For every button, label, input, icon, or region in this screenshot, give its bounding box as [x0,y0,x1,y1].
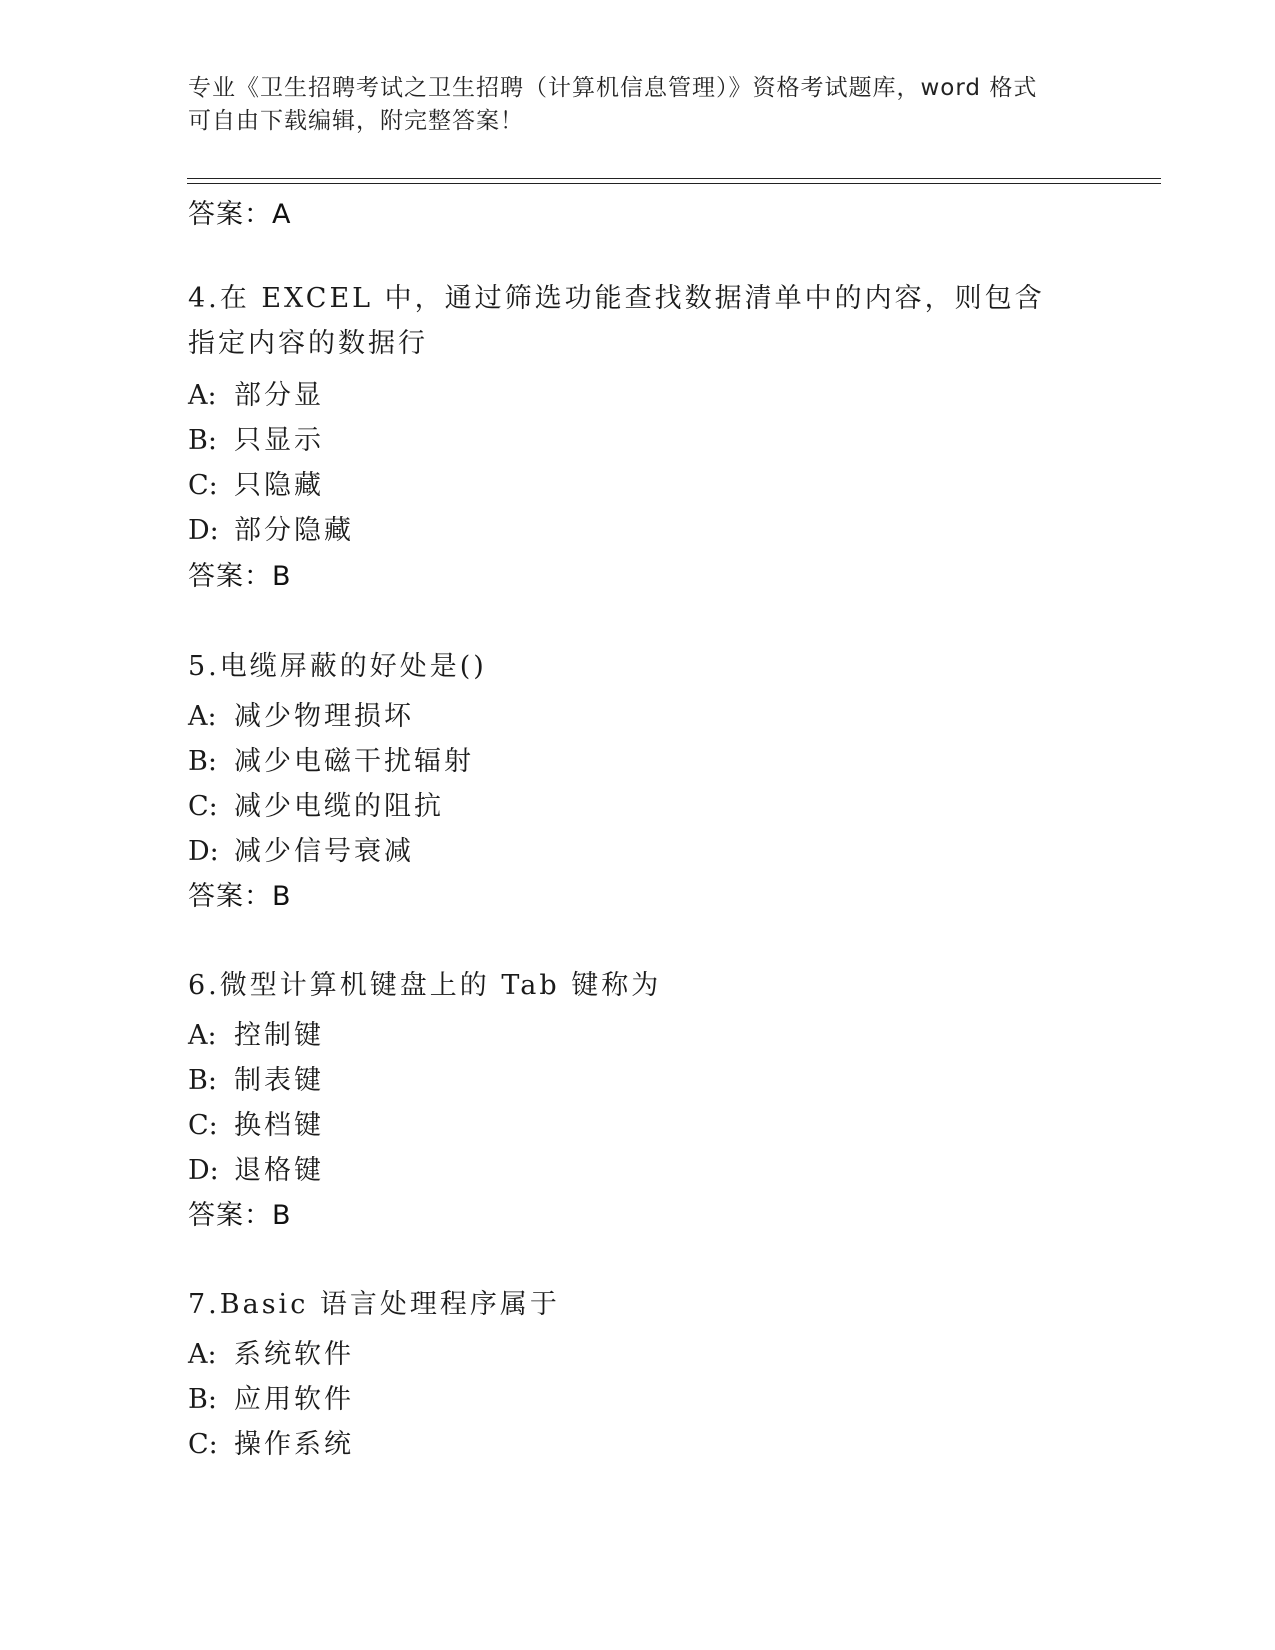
option-text: 减少物理损坏 [234,701,414,732]
option-text: 部分隐藏 [234,515,354,546]
option-label: B: [188,1065,217,1096]
option-label: C: [188,791,218,822]
header-line-2: 可自由下载编辑，附完整答案！ [188,108,524,134]
option-text: 只隐藏 [234,470,324,501]
option-a [188,373,324,412]
option-text: 只显示 [234,425,324,456]
option-d [188,829,414,868]
option-text: 减少电缆的阻抗 [234,791,444,822]
option-b [188,739,474,778]
option-a [188,1013,324,1052]
option-label: D: [188,1155,219,1186]
header-rule-top [187,178,1161,179]
option-d [188,508,354,547]
option-label: A: [188,1339,217,1370]
option-label: B: [188,1384,217,1415]
option-c [188,1422,354,1461]
answer-label: 答案：B [188,561,292,592]
option-c [188,1103,324,1142]
option-label: D: [188,836,219,867]
option-a [188,1332,354,1371]
option-text: 退格键 [234,1155,324,1186]
option-label: C: [188,1110,218,1141]
option-label: B: [188,425,217,456]
option-label: B: [188,746,217,777]
option-a [188,694,414,733]
option-b [188,1377,354,1416]
option-b [188,418,324,457]
option-text: 应用软件 [234,1384,354,1415]
option-label: D: [188,515,219,546]
option-label: A: [188,701,217,732]
option-c [188,784,444,823]
option-label: C: [188,1429,218,1460]
option-label: A: [188,1020,217,1051]
question-text: 6.微型计算机键盘上的 Tab 键称为 [188,970,662,1001]
option-text: 操作系统 [234,1429,354,1460]
question-text: 4.在 EXCEL 中，通过筛选功能查找数据清单中的内容，则包含指定内容的数据行 [188,283,1045,359]
option-b [188,1058,324,1097]
question-text: 7.Basic 语言处理程序属于 [188,1289,560,1320]
header-line-1: 专业《卫生招聘考试之卫生招聘（计算机信息管理）》资格考试题库，word 格式 [188,75,1038,101]
option-text: 换档键 [234,1110,324,1141]
header-rule-bottom [187,183,1161,184]
answer-label: 答案：B [188,1200,292,1231]
option-text: 减少电磁干扰辐射 [234,746,474,777]
option-c [188,463,324,502]
option-text: 减少信号衰减 [234,836,414,867]
option-label: A: [188,380,217,411]
option-text: 系统软件 [234,1339,354,1370]
option-d [188,1148,324,1187]
option-text: 部分显 [234,380,324,411]
document-header [188,72,1088,138]
answer-label: 答案：A [188,199,292,230]
answer-label: 答案：B [188,881,292,912]
option-text: 制表键 [234,1065,324,1096]
option-label: C: [188,470,218,501]
question-text: 5.电缆屏蔽的好处是() [188,651,487,682]
option-text: 控制键 [234,1020,324,1051]
